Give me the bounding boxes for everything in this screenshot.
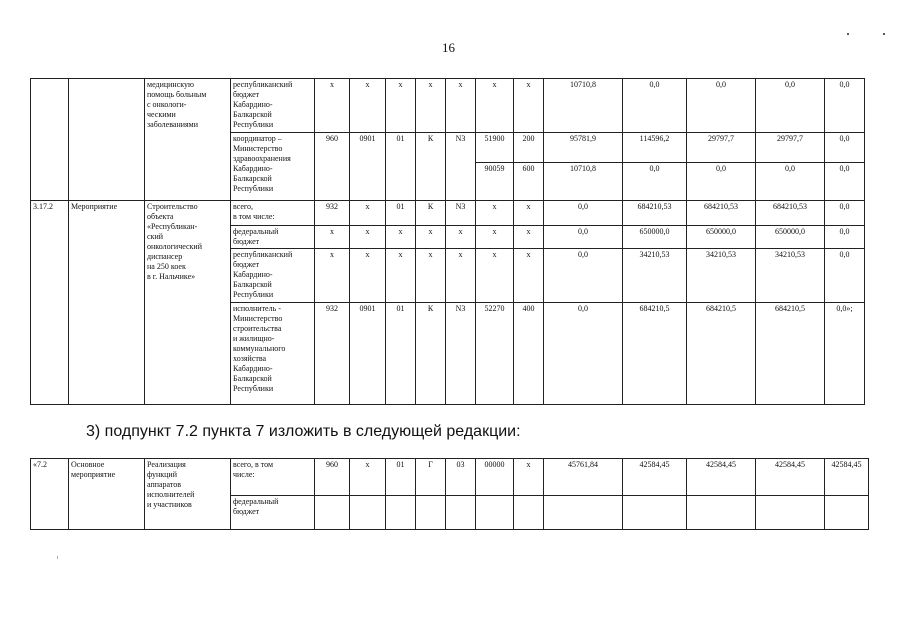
source-cell: федеральный бюджет [231,496,315,530]
value-cell: 684210,5 [687,303,756,405]
csr-cell: х [386,226,416,249]
vr-cell: х [514,459,544,496]
budget-table-top [30,78,865,405]
value-cell [825,496,869,530]
scan-dot [883,33,885,35]
status-cell: Основное мероприятие [69,459,145,530]
csr-cell: N3 [446,201,476,226]
name-cell: медицинскую помощь больным с онкологи- ческими заболеваниями [145,79,231,201]
number-cell: «7.2 [31,459,69,530]
csr-cell: 51900 [476,133,514,163]
vr-cell: 600 [514,163,544,201]
csr-cell: 01 [386,133,416,201]
csr-cell: х [446,249,476,303]
csr-cell: N3 [446,133,476,201]
source-cell: республиканский бюджет Кабардино- Балкарской Республики [231,79,315,133]
value-cell: 684210,53 [687,201,756,226]
value-cell: 650000,0 [623,226,687,249]
value-cell: 29797,7 [756,133,825,163]
grbs-cell: 932 [315,303,350,405]
value-cell: 42584,45 [623,459,687,496]
grbs-cell: х [315,79,350,133]
value-cell: 684210,53 [623,201,687,226]
grbs-cell: х [315,226,350,249]
name-cell: Реализация функций аппаратов исполнителей и участников [145,459,231,530]
grbs-cell [315,496,350,530]
rzpr-cell: х [350,249,386,303]
value-cell: 0,0 [825,249,865,303]
rzpr-cell: х [350,459,386,496]
csr-cell: 01 [386,303,416,405]
csr-cell: х [386,79,416,133]
csr-cell: 00000 [476,459,514,496]
value-cell: 0,0 [825,201,865,226]
value-cell: 0,0 [544,201,623,226]
amendment-heading: 3) подпункт 7.2 пункта 7 изложить в следующей редакции: [86,423,521,440]
value-cell: 0,0 [544,303,623,405]
source-cell: федеральный бюджет [231,226,315,249]
value-cell: 34210,53 [756,249,825,303]
csr-cell: х [446,79,476,133]
csr-cell: 52270 [476,303,514,405]
csr-cell: 01 [386,201,416,226]
csr-cell: х [446,226,476,249]
value-cell: 10710,8 [544,163,623,201]
value-cell: 0,0 [825,163,865,201]
csr-cell: х [416,226,446,249]
value-cell: 42584,45 [756,459,825,496]
value-cell: 34210,53 [623,249,687,303]
csr-cell [446,496,476,530]
status-cell [69,79,145,201]
rzpr-cell [350,496,386,530]
scan-mark [57,556,58,559]
page-number: 16 [442,40,455,55]
value-cell: 0,0 [756,163,825,201]
source-cell: исполнитель - Министерство строительства и жилищно- коммунального хозяйства Кабардино- Балкарской Республики [231,303,315,405]
grbs-cell: 960 [315,133,350,201]
value-cell: 42584,45 [825,459,869,496]
value-cell: 95781,9 [544,133,623,163]
number-cell [31,79,69,201]
value-cell: 0,0 [623,79,687,133]
grbs-cell: 932 [315,201,350,226]
value-cell [687,496,756,530]
value-cell: 45761,84 [544,459,623,496]
value-cell [623,496,687,530]
status-cell: Мероприятие [69,201,145,405]
value-cell: 0,0 [544,249,623,303]
value-cell: 0,0 [623,163,687,201]
csr-cell: К [416,303,446,405]
vr-cell: х [514,201,544,226]
csr-cell: 01 [386,459,416,496]
csr-cell: К [416,201,446,226]
value-cell: 0,0 [687,163,756,201]
value-cell: 34210,53 [687,249,756,303]
vr-cell: х [514,226,544,249]
value-cell: 0,0 [687,79,756,133]
value-cell: 650000,0 [687,226,756,249]
csr-cell [416,496,446,530]
csr-cell: х [416,79,446,133]
vr-cell: х [514,249,544,303]
csr-cell: х [476,226,514,249]
csr-cell: х [416,249,446,303]
csr-cell: х [476,201,514,226]
csr-cell: х [476,79,514,133]
csr-cell: 90059 [476,163,514,201]
value-cell: 0,0»; [825,303,865,405]
csr-cell: х [386,249,416,303]
source-cell: республиканский бюджет Кабардино- Балкарской Республики [231,249,315,303]
grbs-cell: 960 [315,459,350,496]
csr-cell: 03 [446,459,476,496]
grbs-cell: х [315,249,350,303]
value-cell: 0,0 [825,79,865,133]
number-cell: 3.17.2 [31,201,69,405]
scan-dot [847,33,849,35]
csr-cell: Г [416,459,446,496]
vr-cell [514,496,544,530]
rzpr-cell: х [350,201,386,226]
value-cell: 684210,5 [623,303,687,405]
source-cell: всего, в том числе: [231,201,315,226]
vr-cell: 400 [514,303,544,405]
table-row [31,201,865,226]
value-cell: 0,0 [756,79,825,133]
source-cell: координатор – Министерство здравоохранения Кабардино- Балкарской Республики [231,133,315,201]
value-cell: 0,0 [544,226,623,249]
rzpr-cell: 0901 [350,303,386,405]
value-cell: 10710,8 [544,79,623,133]
value-cell: 114596,2 [623,133,687,163]
csr-cell [386,496,416,530]
value-cell: 684210,53 [756,201,825,226]
source-cell: всего, в том числе: [231,459,315,496]
vr-cell: х [514,79,544,133]
name-cell: Строительство объекта «Республикан- ский онкологический диспансер на 250 коек в г. Нальчике» [145,201,231,405]
csr-cell: К [416,133,446,201]
value-cell: 0,0 [825,226,865,249]
value-cell [756,496,825,530]
value-cell: 0,0 [825,133,865,163]
value-cell [544,496,623,530]
table-row [31,79,865,133]
value-cell: 29797,7 [687,133,756,163]
value-cell: 42584,45 [687,459,756,496]
value-cell: 650000,0 [756,226,825,249]
csr-cell [476,496,514,530]
rzpr-cell: 0901 [350,133,386,201]
budget-table-bottom [30,458,869,530]
value-cell: 684210,5 [756,303,825,405]
table-row [31,459,869,496]
csr-cell: N3 [446,303,476,405]
csr-cell: х [476,249,514,303]
rzpr-cell: х [350,79,386,133]
rzpr-cell: х [350,226,386,249]
vr-cell: 200 [514,133,544,163]
